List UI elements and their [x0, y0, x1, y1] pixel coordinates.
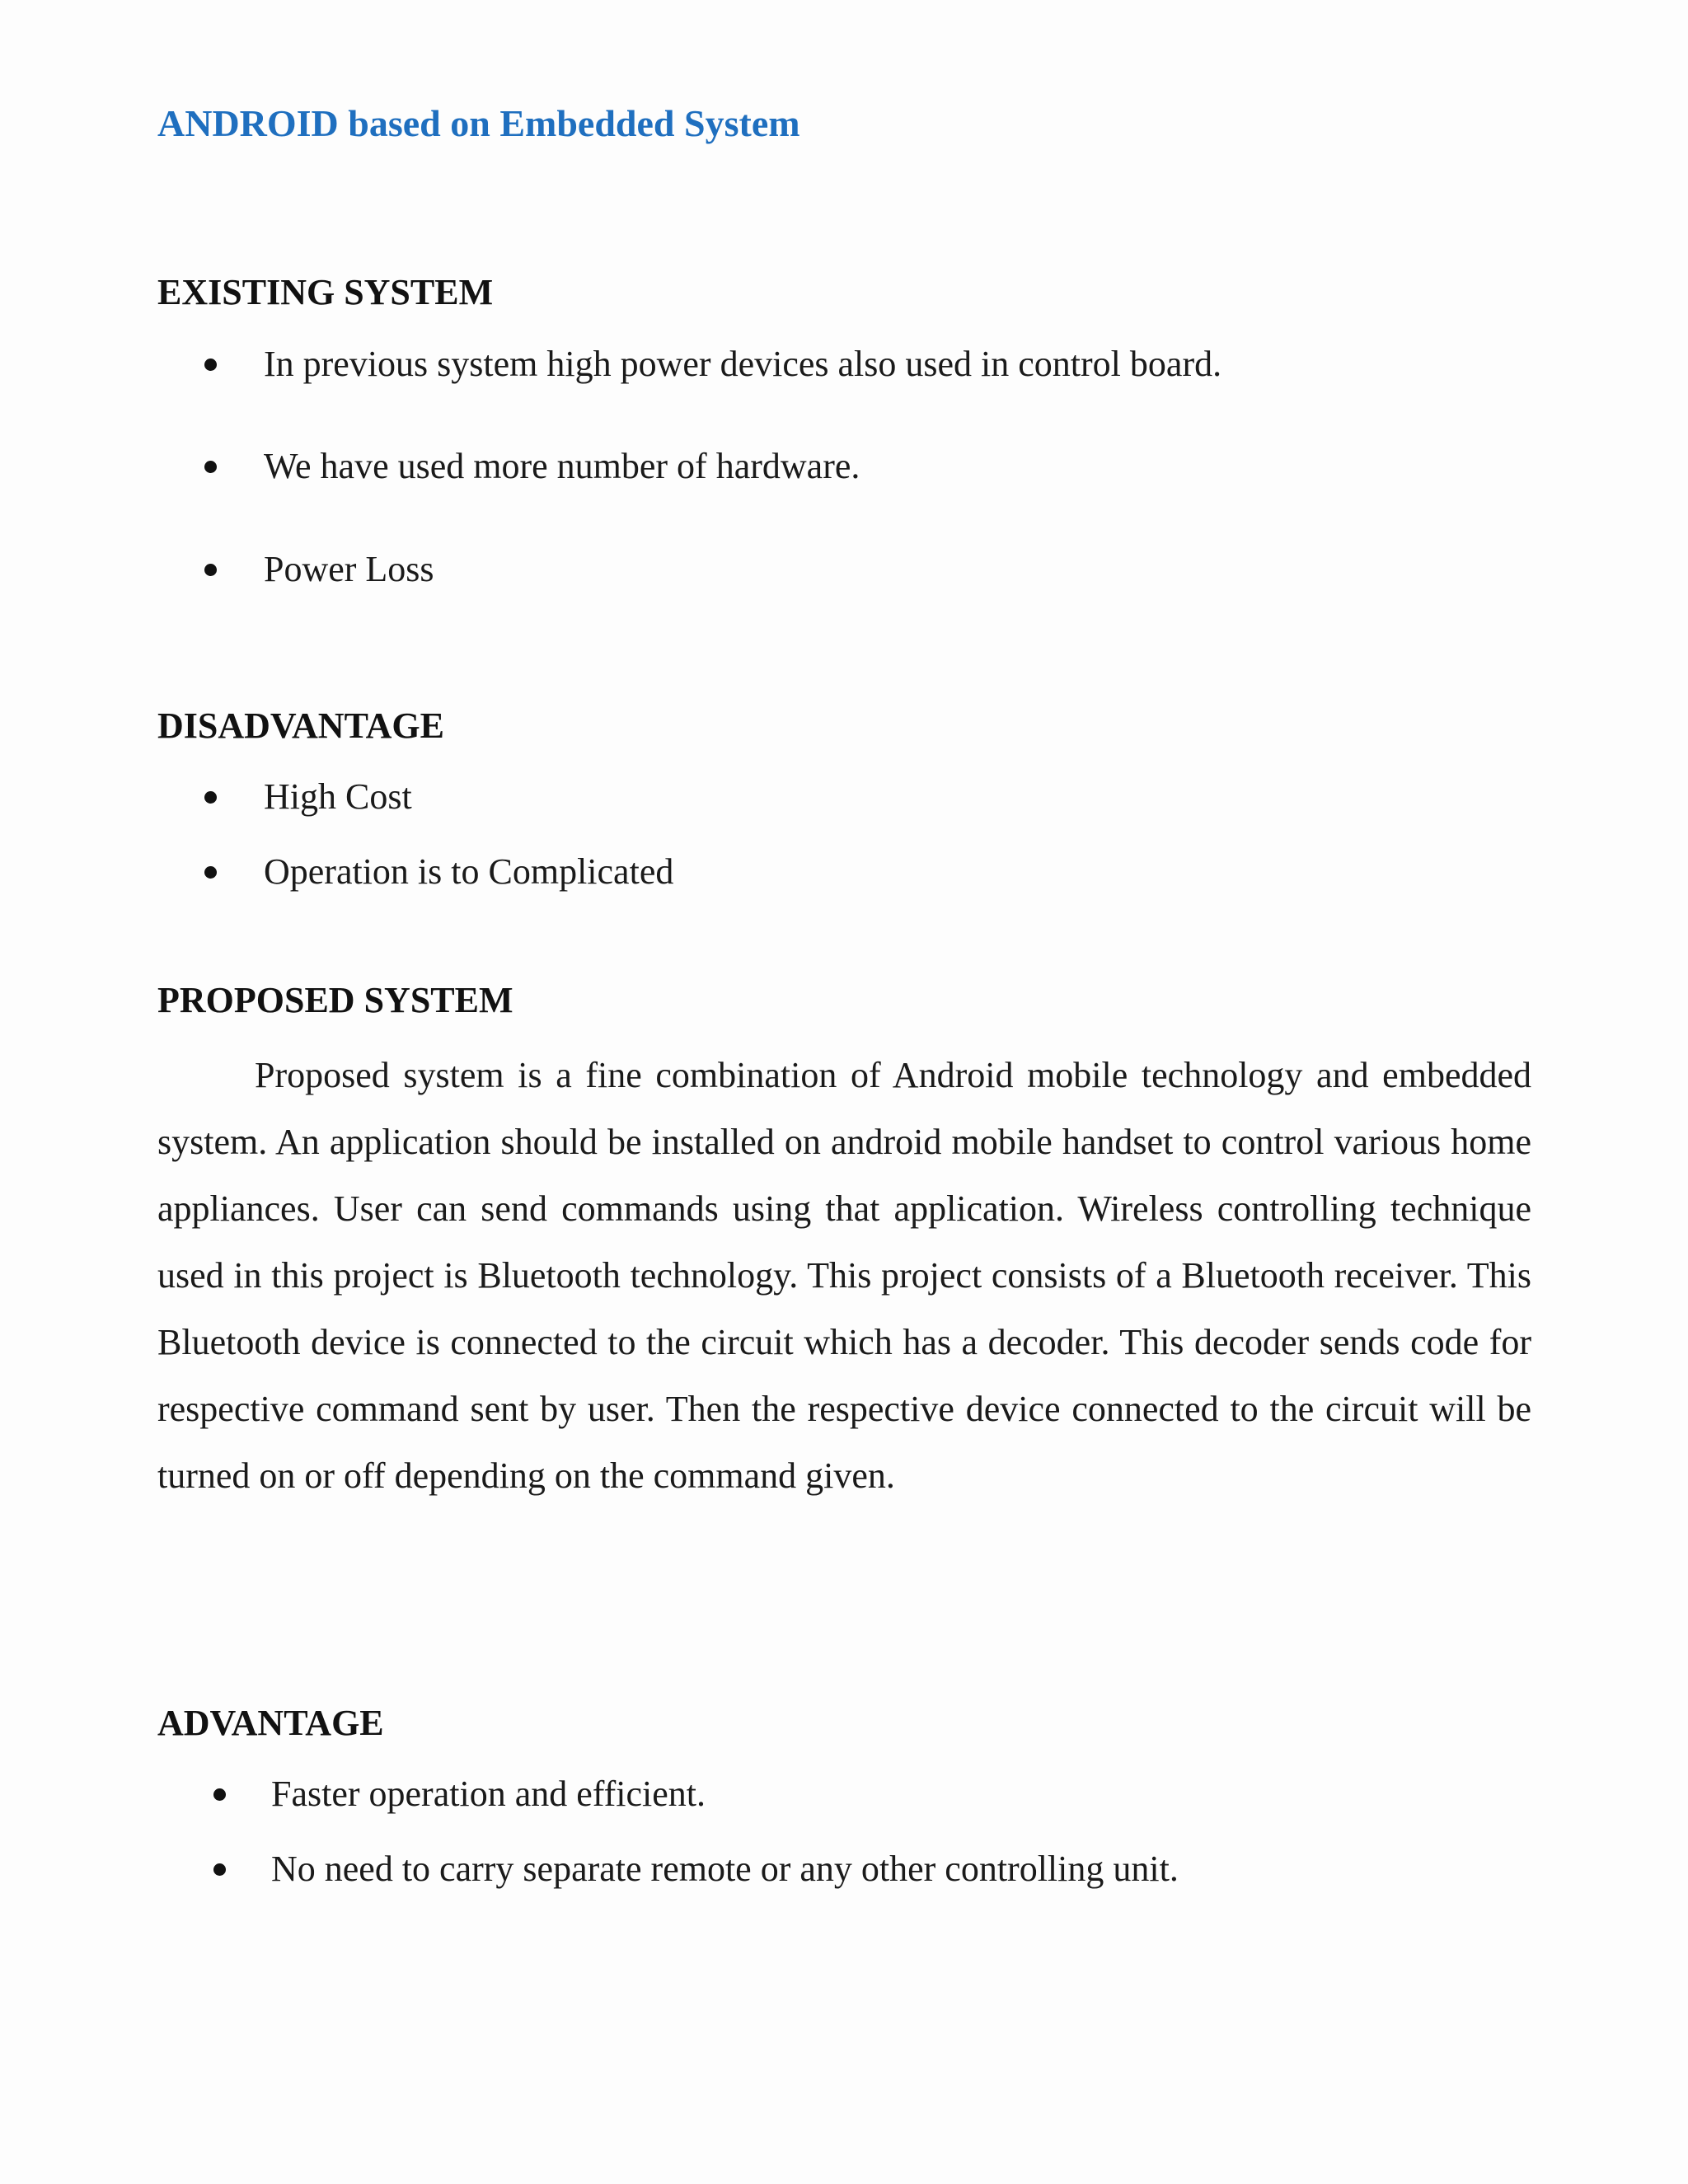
bullet-icon — [204, 461, 217, 473]
list-item — [204, 847, 673, 897]
document-title: ANDROID based on Embedded System — [157, 102, 800, 144]
list-item — [204, 772, 412, 822]
bullet-icon — [204, 791, 217, 804]
proposed-system-heading: PROPOSED SYSTEM — [157, 980, 513, 1020]
list-item-text: High Cost — [264, 776, 412, 817]
list-item-text: Operation is to Complicated — [264, 851, 674, 892]
list-item — [213, 1844, 1179, 1894]
bullet-icon — [204, 564, 217, 576]
existing-system-heading: EXISTING SYSTEM — [157, 272, 494, 312]
disadvantage-heading: DISADVANTAGE — [157, 705, 445, 746]
list-item-text: Faster operation and efficient. — [271, 1774, 706, 1814]
bullet-icon — [213, 1788, 226, 1801]
list-item — [204, 442, 860, 491]
proposed-system-paragraph: Proposed system is a fine combination of Android mobile technology and embedded system. An application should be installed on android mobile handset to control various home appliances. User can send commands using that application. Wireless controlling technique used in this project is Bluetooth technology. This project consists of a Bluetooth receiver. This Bluetooth device is connected to the circuit which has a decoder. This decoder sends code for respective command sent by user. Then the respective device connected to the circuit will be turned on or off depending on the command given. — [157, 1055, 1531, 1496]
bullet-icon — [213, 1863, 226, 1876]
list-item — [204, 340, 1221, 389]
list-item-text: No need to carry separate remote or any other controlling unit. — [271, 1849, 1179, 1889]
list-item-text: We have used more number of hardware. — [264, 446, 860, 486]
list-item-text: In previous system high power devices also used in control board. — [264, 344, 1222, 384]
advantage-heading: ADVANTAGE — [157, 1703, 384, 1743]
bullet-icon — [204, 359, 217, 371]
list-item-text: Power Loss — [264, 549, 434, 589]
list-item — [213, 1769, 706, 1819]
bullet-icon — [204, 866, 217, 879]
list-item — [204, 545, 434, 594]
